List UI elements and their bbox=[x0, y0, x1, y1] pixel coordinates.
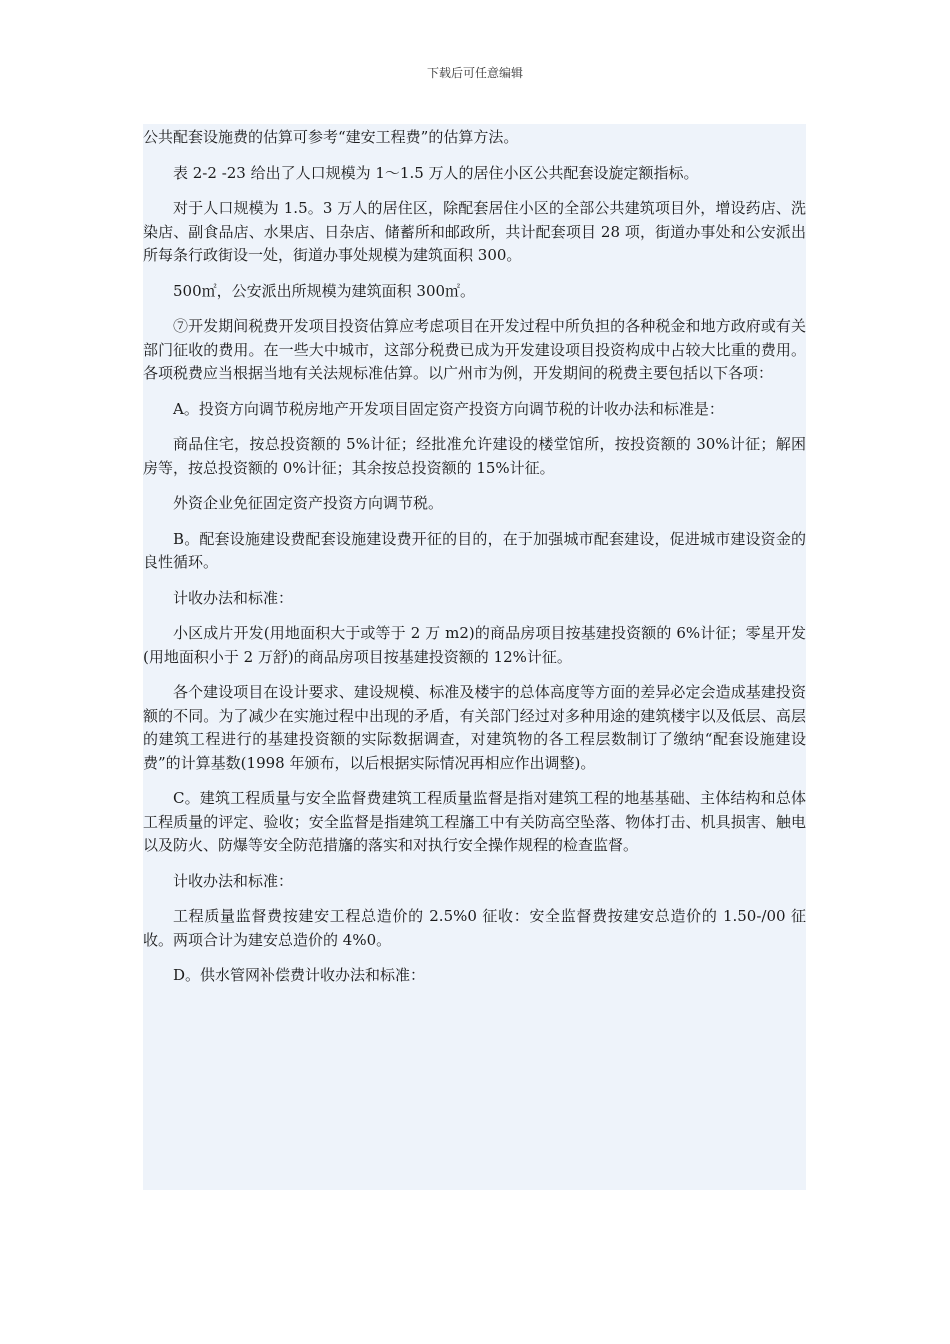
paragraph: 商品住宅，按总投资额的 5%计征；经批准允许建设的楼堂馆所，按投资额的 30%计征；解困房等，按总投资额的 0%计征；其余按总投资额的 15%计征。 bbox=[143, 435, 806, 477]
paragraph: B。配套设施建设费配套设施建设费开征的目的，在于加强城市配套建设，促进城市建设资金的良性循环。 bbox=[143, 529, 806, 571]
paragraph: 小区成片开发(用地面积大于或等于 2 万 m2)的商品房项目按基建投资额的 6%计征；零星开发(用地面积小于 2 万舒)的商品房项目按基建投资额的 12%计征。 bbox=[143, 624, 806, 666]
paragraph: 表 2-2 -23 给出了人口规模为 1～1.5 万人的居住小区公共配套设旋定额指标。 bbox=[173, 163, 699, 182]
paragraph: C。建筑工程质量与安全监督费建筑工程质量监督是指对建筑工程的地基基础、主体结构和总体工程质量的评定、验收；安全监督是指建筑工程旛工中有关防高空坠落、物体打击、机具损害、触电以及防火、防爆等安全防范措旛的落实和对执行安全操作规程的检查监督。 bbox=[143, 789, 806, 854]
paragraph: 外资企业免征固定资产投资方向调节税。 bbox=[173, 494, 444, 512]
page-header: 下载后可任意编辑 bbox=[426, 66, 523, 80]
paragraph: 计收办法和标准： bbox=[173, 588, 294, 607]
document-body bbox=[143, 124, 806, 1190]
paragraph: ⑦开发期间税费开发项目投资估算应考虑项目在开发过程中所负担的各种税金和地方政府或有关部门征收的费用。在一些大中城市，这部分税费已成为开发建设项目投资构成中占较大比重的费用。各项税费应当根据当地有关法规标准估算。以广州市为例，开发期间的税费主要包括以下各项： bbox=[143, 317, 806, 382]
paragraph: 公共配套设施费的估算可参考“建安工程费”的估算方法。 bbox=[143, 128, 519, 146]
paragraph: 各个建设项目在设计要求、建设规模、标准及楼宇的总体高度等方面的差异必定会造成基建投资额的不同。为了减少在实施过程中出现的矛盾，有关部门经过对多种用途的建筑楼宇以及低层、高层的建筑工程进行的基建投资额的实际数据调查，对建筑物的各工程层数制订了缴纳“配套设施建设费”的计算基数(1998 年颁布，以后根据实际情况再相应作出调整)。 bbox=[143, 683, 806, 772]
paragraph: 计收办法和标准： bbox=[173, 871, 294, 890]
paragraph: 对于人口规模为 1.5。3 万人的居住区，除配套居住小区的全部公共建筑项目外，增设药店、洗染店、副食品店、水果店、日杂店、储蓄所和邮政所，共计配套项目 28 项，街道办事处和公安派出所每条行政街设一处，街道办事处规模为建筑面积 300。 bbox=[143, 199, 806, 264]
paragraph: A。投资方向调节税房地产开发项目固定资产投资方向调节税的计收办法和标准是： bbox=[173, 399, 724, 418]
paragraph: 工程质量监督费按建安工程总造价的 2.5%0 征收：安全监督费按建安总造价的 1.50-/00 征收。两项合计为建安总造价的 4%0。 bbox=[143, 907, 806, 949]
paragraph: 500㎡，公安派出所规模为建筑面积 300㎡。 bbox=[173, 281, 476, 300]
paragraph: D。供水管网补偿费计收办法和标准： bbox=[173, 966, 426, 984]
